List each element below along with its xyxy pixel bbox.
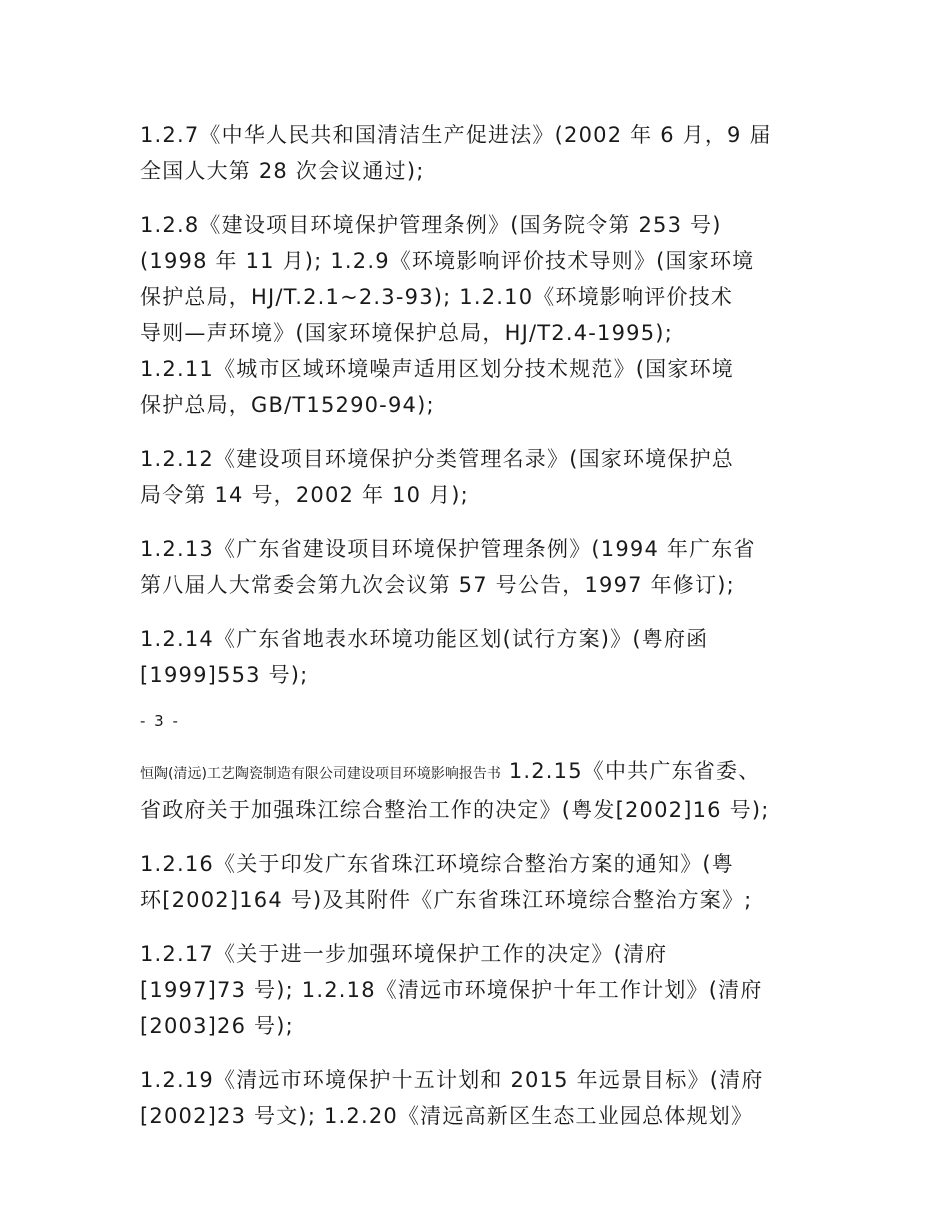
text-line: 局令第 14 号，2002 年 10 月); [140, 483, 469, 507]
paragraph-1-2-8 [140, 207, 820, 423]
text-line: 1.2.17《关于进一步加强环境保护工作的决定》(清府 [140, 942, 668, 966]
text-line: 环[2002]164 号)及其附件《广东省珠江环境综合整治方案》; [140, 888, 753, 912]
page-number: - 3 - [140, 712, 180, 730]
text-line: 保护总局，GB/T15290-94); [140, 393, 435, 417]
text-line: 1.2.14《广东省地表水环境功能区划(试行方案)》(粤府函 [140, 627, 709, 651]
text-line: 保护总局，HJ/T.2.1~2.3-93); 1.2.10《环境影响评价技术 [140, 285, 734, 309]
paragraph-1-2-15 [140, 753, 820, 828]
paragraph-1-2-17 [140, 936, 820, 1044]
text-line: 省政府关于加强珠江综合整治工作的决定》(粤发[2002]16 号); [140, 798, 770, 822]
text-line: (1998 年 11 月); 1.2.9《环境影响评价技术导则》(国家环境 [140, 249, 755, 273]
paragraph-1-2-14 [140, 621, 820, 693]
text-line: [1997]73 号); 1.2.18《清远市环境保护十年工作计划》(清府 [140, 978, 763, 1002]
running-header: 恒陶(清远)工艺陶瓷制造有限公司建设项目环境影响报告书 [140, 766, 501, 782]
text-line: 1.2.8《建设项目环境保护管理条例》(国务院令第 253 号) [140, 213, 722, 237]
paragraph-1-2-19 [140, 1062, 820, 1134]
text-line: [1999]553 号); [140, 663, 309, 687]
paragraph-1-2-13 [140, 531, 820, 603]
text-line: [2002]23 号文); 1.2.20《清远高新区生态工业园总体规划》 [140, 1104, 754, 1128]
header-line [140, 753, 820, 792]
paragraph-1-2-12 [140, 441, 820, 513]
text-line: [2003]26 号); [140, 1014, 294, 1038]
text-line: 1.2.19《清远市环境保护十五计划和 2015 年远景目标》(清府 [140, 1068, 764, 1092]
paragraph-1-2-7 [140, 117, 820, 189]
paragraph-1-2-16 [140, 846, 820, 918]
text-line: 全国人大第 28 次会议通过); [140, 159, 425, 183]
text-line: 1.2.16《关于印发广东省珠江环境综合整治方案的通知》(粤 [140, 852, 734, 876]
text-line: 1.2.15《中共广东省委、 [500, 759, 761, 783]
text-line: 1.2.7《中华人民共和国清洁生产促进法》(2002 年 6 月，9 届 [140, 123, 772, 147]
text-line: 导则—声环境》(国家环境保护总局，HJ/T2.4-1995); [140, 321, 673, 345]
text-line: 1.2.13《广东省建设项目环境保护管理条例》(1994 年广东省 [140, 537, 756, 561]
text-line: 第八届人大常委会第九次会议第 57 号公告，1997 年修订); [140, 573, 735, 597]
document-page [140, 117, 820, 1152]
text-line: 1.2.11《城市区域环境噪声适用区划分技术规范》(国家环境 [140, 357, 734, 381]
text-line: 1.2.12《建设项目环境保护分类管理名录》(国家环境保护总 [140, 447, 734, 471]
